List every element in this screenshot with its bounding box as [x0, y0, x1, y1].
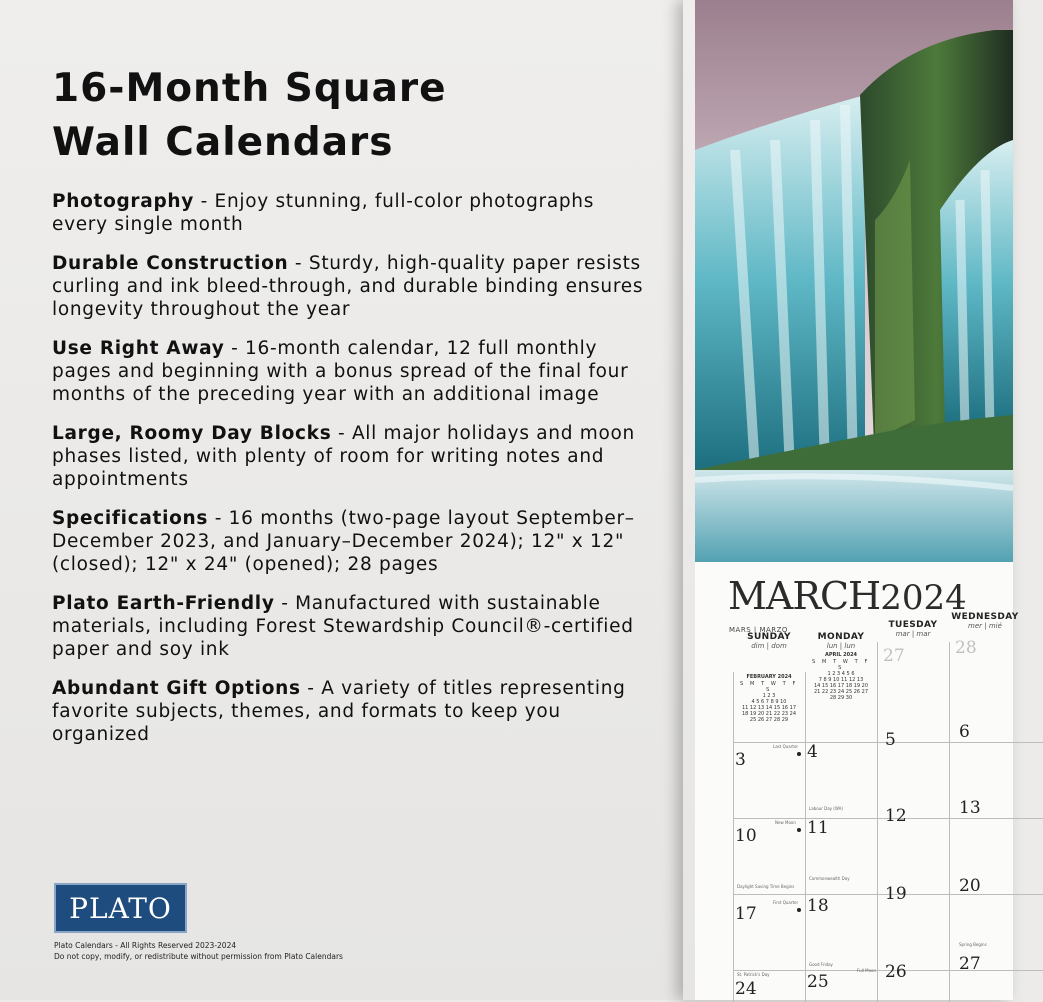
note-new-moon: New Moon: [775, 820, 796, 825]
mini-calendar-row: 7 8 9 10 11 12 13: [818, 677, 864, 683]
feature-name: Large, Roomy Day Blocks: [52, 423, 332, 444]
note-last-quarter: Last Quarter: [773, 744, 799, 749]
weekday-name: TUESDAY: [888, 620, 938, 630]
date-cell-18: 18: [807, 896, 829, 916]
moon-phase-icon: [797, 908, 801, 912]
page-title: [52, 62, 652, 170]
waterfall-photo: [695, 0, 1013, 565]
copyright-line-2: Do not copy, modify, or redistribute without permission from Plato Calendars: [54, 952, 343, 961]
date-cell-4: 4: [807, 742, 818, 762]
copyright-notice: [54, 940, 343, 962]
feature-list: [52, 190, 652, 746]
mini-calendar-row: 4 5 6 7 8 9 10: [751, 699, 787, 705]
mini-calendar-row: 14 15 16 17 18 19 20: [813, 683, 869, 689]
mini-calendar-row: 25 26 27 28 29: [749, 717, 789, 723]
weekday-sub: mer | mié: [968, 622, 1002, 630]
note-commonwealth-day: Commonwealth Day: [809, 876, 850, 881]
weekday-tuesday: [877, 620, 949, 638]
month-year: 2024: [880, 578, 967, 618]
mini-calendar-row: 21 22 23 24 25 26 27: [813, 689, 869, 695]
month-name: MARCH: [728, 574, 881, 618]
grid-line: [949, 642, 950, 1002]
weekday-sub: lun | lun: [826, 642, 856, 650]
plato-logo: [54, 883, 187, 933]
date-cell-6: 6: [959, 722, 970, 742]
weekday-sub: mar | mar: [895, 630, 931, 638]
date-cell-27-prev: 27: [883, 646, 905, 666]
date-cell-27: 27: [959, 954, 981, 974]
mini-calendar-header: S M T W T F S: [740, 681, 798, 693]
feature-text: - Enjoy stunning, full-color photographs every single month: [52, 191, 595, 235]
date-cell-25: 25: [807, 972, 829, 992]
mini-calendar-row: 28 29 30: [829, 695, 853, 701]
date-cell-24: 24: [735, 979, 757, 999]
date-cell-19: 19: [885, 884, 907, 904]
mini-calendar-row: 18 19 20 21 22 23 24: [741, 711, 797, 717]
feature-photography: [52, 190, 652, 236]
feature-gift-options: [52, 677, 652, 746]
feature-name: Specifications: [52, 508, 209, 529]
note-first-quarter: First Quarter: [773, 900, 799, 905]
note-st-patricks-day: St. Patrick's Day: [737, 972, 770, 977]
date-cell-10: 10: [735, 826, 757, 846]
feature-use-right-away: [52, 337, 652, 406]
weekday-wednesday: [949, 612, 1021, 630]
month-title: [728, 574, 967, 618]
feature-day-blocks: [52, 422, 652, 491]
feature-name: Photography: [52, 191, 195, 212]
feature-panel: [52, 62, 652, 762]
title-line-1: 16-Month Square: [52, 66, 447, 111]
note-good-friday: Good Friday: [809, 962, 833, 967]
feature-name: Plato Earth-Friendly: [52, 593, 275, 614]
feature-durable-construction: [52, 252, 652, 321]
date-cell-3: 3: [735, 750, 746, 770]
feature-text: - A variety of titles representing favorite subjects, themes, and formats to keep you organized: [52, 678, 626, 745]
date-cell-17: 17: [735, 904, 757, 924]
weekday-name: WEDNESDAY: [951, 612, 1019, 622]
mini-calendar-header: S M T W T F S: [812, 659, 870, 671]
copyright-line-1: Plato Calendars - All Rights Reserved 2023-2024: [54, 941, 237, 950]
calendar-image: [683, 0, 1019, 1000]
note-labour-day: Labour Day (WA): [809, 806, 843, 811]
note-daylight-saving: Daylight Saving Time Begins: [737, 884, 795, 889]
logo-text: PLATO: [69, 891, 172, 925]
date-grid: [733, 638, 1043, 1002]
mini-calendar-february: [737, 674, 801, 723]
date-cell-5: 5: [885, 730, 896, 750]
weekday-sub: dim | dom: [751, 642, 787, 650]
weekday-name: MONDAY: [817, 632, 865, 642]
mini-calendar-row: 1 2 3 4 5 6: [827, 671, 855, 677]
note-full-moon: Full Moon: [857, 968, 876, 973]
feature-text: - Manufactured with sustainable materials, including Forest Stewardship Council®-certified paper and soy ink: [52, 593, 634, 660]
date-cell-13: 13: [959, 798, 981, 818]
month-subtitle: MARS | MARZO: [729, 626, 788, 634]
grid-line: [733, 672, 734, 1002]
mini-calendar-april: [809, 652, 873, 701]
feature-name: Durable Construction: [52, 253, 289, 274]
feature-text: - All major holidays and moon phases listed, with plenty of room for writing notes and appointments: [52, 423, 635, 490]
mini-calendar-title: APRIL 2024: [824, 652, 858, 658]
feature-text: - 16 months (two-page layout September–December 2023, and January–December 2024); 12" x 12" (closed); 12" x 24" (opened); 28 pages: [52, 508, 635, 575]
mini-calendar-row: 1 2 3: [762, 693, 776, 699]
date-cell-26: 26: [885, 962, 907, 982]
calendar-grid-page: [695, 562, 1019, 1000]
note-spring-begins: Spring Begins: [959, 942, 987, 947]
waterfall-illustration: [695, 0, 1013, 565]
grid-line: [805, 672, 806, 1002]
mini-calendar-title: FEBRUARY 2024: [746, 674, 792, 680]
feature-specifications: [52, 507, 652, 576]
moon-phase-icon: [797, 752, 801, 756]
feature-name: Use Right Away: [52, 338, 225, 359]
mini-calendar-row: 11 12 13 14 15 16 17: [741, 705, 797, 711]
date-cell-20: 20: [959, 876, 981, 896]
feature-name: Abundant Gift Options: [52, 678, 301, 699]
weekday-name: SUNDAY: [747, 632, 791, 642]
date-cell-28-prev: 28: [955, 638, 977, 658]
feature-text: - Sturdy, high-quality paper resists curling and ink bleed-through, and durable binding ensures longevity throughout the year: [52, 253, 644, 320]
title-line-2: Wall Calendars: [52, 120, 394, 165]
grid-line: [877, 642, 878, 1002]
feature-earth-friendly: [52, 592, 652, 661]
moon-phase-icon: [797, 828, 801, 832]
date-cell-12: 12: [885, 806, 907, 826]
feature-text: - 16-month calendar, 12 full monthly pages and beginning with a bonus spread of the final four months of the preceding year with an additional image: [52, 338, 629, 405]
date-cell-11: 11: [807, 818, 829, 838]
